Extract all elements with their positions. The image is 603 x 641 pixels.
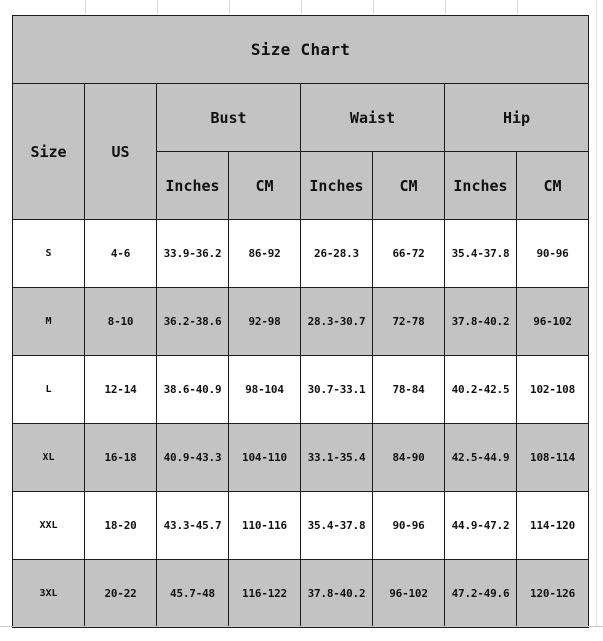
size-cell: XXL [13, 492, 85, 560]
hip-inches-cell: 35.4-37.8 [445, 220, 517, 288]
us-cell: 16-18 [85, 424, 157, 492]
chart-title: Size Chart [13, 16, 589, 84]
bust-inches-cell: 38.6-40.9 [157, 356, 229, 424]
waist-inches-header: Inches [301, 152, 373, 220]
size-header: Size [13, 84, 85, 220]
hip-header: Hip [445, 84, 589, 152]
waist-cm-cell: 90-96 [373, 492, 445, 560]
hip-cm-cell: 120-126 [517, 560, 589, 628]
bust-inches-cell: 43.3-45.7 [157, 492, 229, 560]
hip-inches-cell: 42.5-44.9 [445, 424, 517, 492]
us-cell: 20-22 [85, 560, 157, 628]
bust-inches-cell: 45.7-48 [157, 560, 229, 628]
title-row [13, 16, 589, 84]
table-row [13, 356, 589, 424]
spreadsheet-bottom-gridline [0, 626, 603, 641]
bust-inches-cell: 40.9-43.3 [157, 424, 229, 492]
hip-inches-cell: 40.2-42.5 [445, 356, 517, 424]
size-cell: S [13, 220, 85, 288]
size-cell: XL [13, 424, 85, 492]
bust-cm-cell: 110-116 [229, 492, 301, 560]
hip-inches-cell: 37.8-40.2 [445, 288, 517, 356]
size-cell: 3XL [13, 560, 85, 628]
us-cell: 12-14 [85, 356, 157, 424]
table-row [13, 424, 589, 492]
spreadsheet-edge [596, 0, 597, 626]
us-cell: 18-20 [85, 492, 157, 560]
hip-cm-cell: 108-114 [517, 424, 589, 492]
waist-cm-cell: 66-72 [373, 220, 445, 288]
table-row [13, 560, 589, 628]
waist-inches-cell: 26-28.3 [301, 220, 373, 288]
header-row-1 [13, 84, 589, 152]
table-row [13, 492, 589, 560]
waist-cm-cell: 84-90 [373, 424, 445, 492]
waist-cm-cell: 96-102 [373, 560, 445, 628]
waist-inches-cell: 35.4-37.8 [301, 492, 373, 560]
bust-inches-cell: 33.9-36.2 [157, 220, 229, 288]
hip-cm-cell: 114-120 [517, 492, 589, 560]
size-cell: M [13, 288, 85, 356]
us-header: US [85, 84, 157, 220]
us-cell: 8-10 [85, 288, 157, 356]
bust-inches-cell: 36.2-38.6 [157, 288, 229, 356]
hip-cm-cell: 90-96 [517, 220, 589, 288]
hip-inches-header: Inches [445, 152, 517, 220]
waist-header: Waist [301, 84, 445, 152]
waist-cm-cell: 78-84 [373, 356, 445, 424]
spreadsheet-column-gridlines [0, 0, 603, 16]
waist-inches-cell: 28.3-30.7 [301, 288, 373, 356]
waist-cm-cell: 72-78 [373, 288, 445, 356]
hip-cm-cell: 102-108 [517, 356, 589, 424]
hip-cm-header: CM [517, 152, 589, 220]
bust-cm-cell: 116-122 [229, 560, 301, 628]
bust-inches-header: Inches [157, 152, 229, 220]
bust-header: Bust [157, 84, 301, 152]
waist-inches-cell: 30.7-33.1 [301, 356, 373, 424]
bust-cm-cell: 98-104 [229, 356, 301, 424]
waist-cm-header: CM [373, 152, 445, 220]
size-chart-table [12, 15, 589, 628]
bust-cm-cell: 92-98 [229, 288, 301, 356]
bust-cm-header: CM [229, 152, 301, 220]
bust-cm-cell: 86-92 [229, 220, 301, 288]
hip-cm-cell: 96-102 [517, 288, 589, 356]
size-cell: L [13, 356, 85, 424]
waist-inches-cell: 33.1-35.4 [301, 424, 373, 492]
us-cell: 4-6 [85, 220, 157, 288]
waist-inches-cell: 37.8-40.2 [301, 560, 373, 628]
hip-inches-cell: 47.2-49.6 [445, 560, 517, 628]
bust-cm-cell: 104-110 [229, 424, 301, 492]
table-row [13, 220, 589, 288]
table-row [13, 288, 589, 356]
hip-inches-cell: 44.9-47.2 [445, 492, 517, 560]
